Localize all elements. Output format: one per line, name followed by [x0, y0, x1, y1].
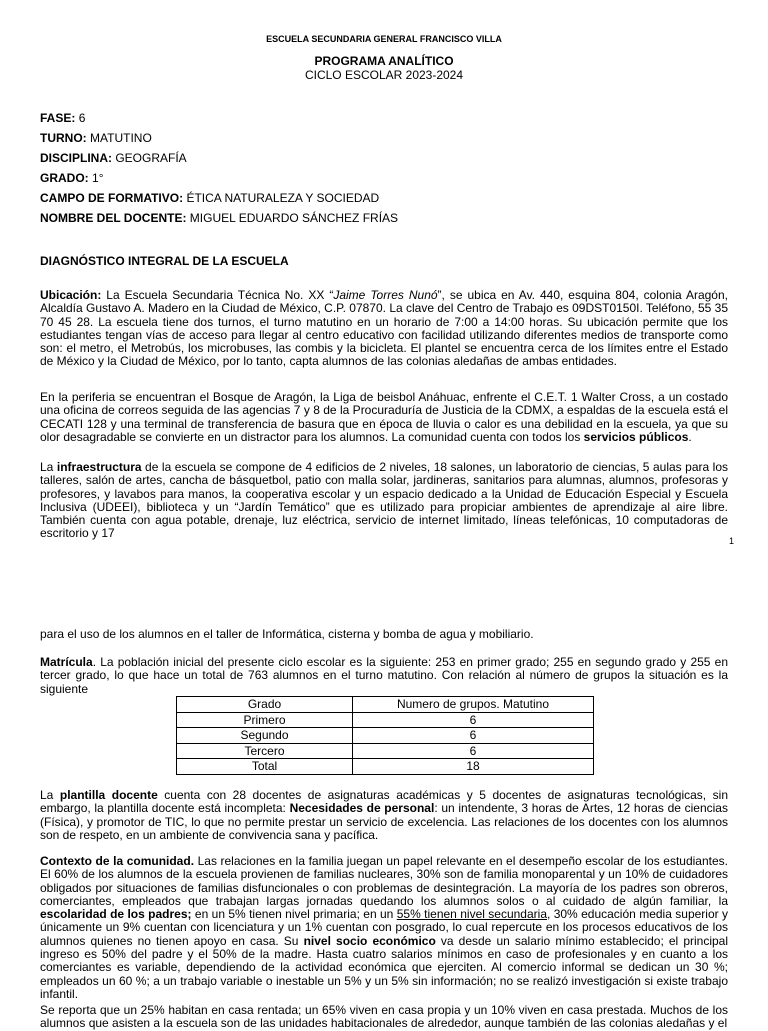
table-row	[177, 712, 594, 728]
table-cell: 6	[353, 743, 594, 759]
page-number: 1	[728, 536, 734, 546]
table-cell: 6	[353, 712, 594, 728]
meta-grado: GRADO: 1°	[40, 171, 104, 185]
meta-docente: NOMBRE DEL DOCENTE: MIGUEL EDUARDO SÁNCHEZ FRÍAS	[40, 211, 399, 225]
table-cell: 18	[353, 759, 594, 775]
table-header-cell: Grado	[177, 697, 353, 713]
paragraph-contexto-comunidad: Contexto de la comunidad. Las relaciones en la familia juegan un papel relevante en el desempeño escolar de los estudiantes. El 60% de los alumnos de la escuela provienen de familias nucleares, 30% son de familia monoparental y un 10% de cuidadores obligados por situaciones de familias disfuncionales o con problemas de desintegración. La mayoría de los padres son obreros, comerciantes, empleados que trabajan largas jornadas quedando los alumnos solos o al cuidado de algún familiar, la escolaridad de los padres; en un 5% tienen nivel primaria; en un 55% tienen nivel secundaria, 30% educación media superior y únicamente un 9% cuentan con licenciatura y un 1% cuentan con posgrado, lo cual repercute en los procesos educativos de los alumnos quienes no tienen apoyo en casa. Su nivel socio económico va desde un salario mínimo establecido; el principal ingreso es 50% del padre y el 50% de la madre. Hasta cuatro salarios mínimos en caso de profesionales y en cuanto a los comerciantes es variable, dependiendo de la actividad económica que ejerciten. Al comercio informal se dedican un 30 %; empleados un 60 %; a un trabajo variable o inestable un 5% y un 5% sin información; no se realizó investigación si existe trabajo infantil.	[40, 854, 729, 1001]
paragraph-continuation: para el uso de los alumnos en el taller de Informática, cisterna y bomba de agua y mobiliario.	[40, 627, 534, 641]
groups-table	[176, 696, 594, 775]
table-cell: 6	[353, 728, 594, 744]
table-header-cell: Numero de grupos. Matutino	[353, 697, 594, 713]
school-name: ESCUELA SECUNDARIA GENERAL FRANCISCO VILLA	[266, 34, 502, 44]
table-header-row	[177, 697, 594, 713]
school-cycle: CICLO ESCOLAR 2023-2024	[304, 68, 464, 82]
table-row	[177, 728, 594, 744]
meta-turno: TURNO: MATUTINO	[40, 131, 152, 145]
paragraph-infraestructura: La infraestructura de la escuela se compone de 4 edificios de 2 niveles, 18 salones, un laboratorio de ciencias, 5 aulas para los talleres, salón de artes, cancha de básquetbol, patio con malla solar, jardineras, sanitarios para alumnas, alumnos, profesoras y profesores, y lavabos para manos, la cooperativa escolar y un espacio dedicado a la Unidad de Educación Especial y Escuela Inclusiva (UDEEI), biblioteca y un “Jardín Temático” que es utilizado para propiciar ambientes de aprendizaje al aire libre. También cuenta con agua potable, drenaje, luz eléctrica, servicio de internet limitado, líneas telefónicas, 10 computadoras de escritorio y 17	[40, 460, 729, 541]
table-cell: Primero	[177, 712, 353, 728]
document-page-2	[0, 560, 768, 1031]
paragraph-plantilla-docente: La plantilla docente cuenta con 28 docentes de asignaturas académicas y 5 docentes de asignaturas tecnológicas, sin embargo, la plantilla docente está incompleta: Necesidades de personal: un intendente, 3 horas de Artes, 12 horas de ciencias (Física), y promotor de TIC, lo que no permite prestar un servicio de excelencia. Las relaciones de los docentes con los alumnos son de respeto, en un ambiente de convivencia sana y pacífica.	[40, 788, 729, 842]
table-cell: Total	[177, 759, 353, 775]
meta-fase: FASE: 6	[40, 111, 86, 125]
program-title: PROGRAMA ANALÍTICO	[314, 54, 454, 68]
paragraph-vivienda: Se reporta que un 25% habitan en casa rentada; un 65% viven en casa propia y un 10% viven en casa prestada. Muchos de los alumnos que asisten a la escuela son de las unidades habitacionales de alrededor, aunque también de las colonias aledañas y el	[40, 1003, 728, 1031]
meta-campo-formativo: CAMPO DE FORMATIVO: ÉTICA NATURALEZA Y SOCIEDAD	[40, 191, 380, 205]
table-cell: Tercero	[177, 743, 353, 759]
table-row	[177, 759, 594, 775]
paragraph-ubicacion: Ubicación: La Escuela Secundaria Técnica No. XX “Jaime Torres Nunó”, se ubica en Av. 440, esquina 804, colonia Aragón, Alcaldía Gustavo A. Madero en la Ciudad de México, C.P. 07870. La clave del Centro de Trabajo es 09DST0150I. Teléfono, 55 35 70 45 28. La escuela tiene dos turnos, el turno matutino en un horario de 7:00 a 14:00 horas. Su ubicación permite que los estudiantes tengan vías de acceso para llegar al centro educativo con facilidad utilizando diferentes medios de transporte como son: el metro, el Metrobús, los microbuses, las combis y la bicicleta. El plantel se encuentra cerca de los límites entre el Estado de México y la Ciudad de México, por lo tanto, capta alumnos de las colonias aledañas de ambas entidades.	[40, 288, 728, 369]
section-title-diagnostico: DIAGNÓSTICO INTEGRAL DE LA ESCUELA	[40, 254, 289, 268]
table-row	[177, 743, 594, 759]
paragraph-periferia: En la periferia se encuentran el Bosque de Aragón, la Liga de beisbol Anáhuac, enfrente el C.E.T. 1 Walter Cross, a un costado una oficina de correos seguida de las agencias 7 y 8 de la Procuraduría de Justicia de la CDMX, a espaldas de la escuela está el CECATI 128 y una terminal de transferencia de basura que en época de lluvia o calor es una debilidad en la escuela, ya que su olor desagradable se convierte en un distractor para los alumnos. La comunidad cuenta con todos los servicios públicos.	[40, 390, 728, 444]
table-cell: Segundo	[177, 728, 353, 744]
paragraph-matricula: Matrícula. La población inicial del presente ciclo escolar es la siguiente: 253 en primer grado; 255 en segundo grado y 255 en tercer grado, lo que hace un total de 763 alumnos en el turno matutino. Con relación al número de grupos la situación es la siguiente	[40, 655, 728, 696]
meta-disciplina: DISCIPLINA: GEOGRAFÍA	[40, 151, 187, 165]
